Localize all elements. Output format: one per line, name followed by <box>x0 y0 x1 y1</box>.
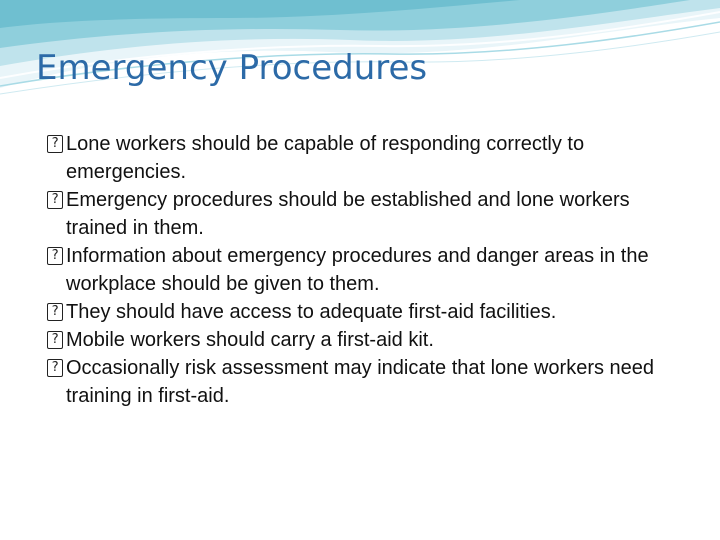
bullet-glyph-icon: ? <box>47 135 63 153</box>
bullet-item <box>47 242 687 298</box>
bullet-glyph-icon: ? <box>47 303 63 321</box>
bullet-glyph-icon: ? <box>47 191 63 209</box>
bullet-text: Information about emergency procedures and danger areas in the workplace should be given to them. <box>66 245 649 295</box>
bullet-text: Mobile workers should carry a first-aid kit. <box>66 329 434 351</box>
bullet-item <box>47 298 687 326</box>
bullet-list <box>47 130 687 410</box>
bullet-text: Occasionally risk assessment may indicate that lone workers need training in first-aid. <box>66 357 655 407</box>
bullet-item <box>47 326 687 354</box>
bullet-item <box>47 130 687 186</box>
slide-title: Emergency Procedures <box>36 48 428 88</box>
bullet-item <box>47 354 687 410</box>
bullet-text: Emergency procedures should be established and lone workers trained in them. <box>66 189 630 239</box>
bullet-glyph-icon: ? <box>47 359 63 377</box>
bullet-text: They should have access to adequate first-aid facilities. <box>66 301 557 323</box>
bullet-glyph-icon: ? <box>47 247 63 265</box>
bullet-text: Lone workers should be capable of responding correctly to emergencies. <box>66 133 585 183</box>
bullet-item <box>47 186 687 242</box>
bullet-glyph-icon: ? <box>47 331 63 349</box>
